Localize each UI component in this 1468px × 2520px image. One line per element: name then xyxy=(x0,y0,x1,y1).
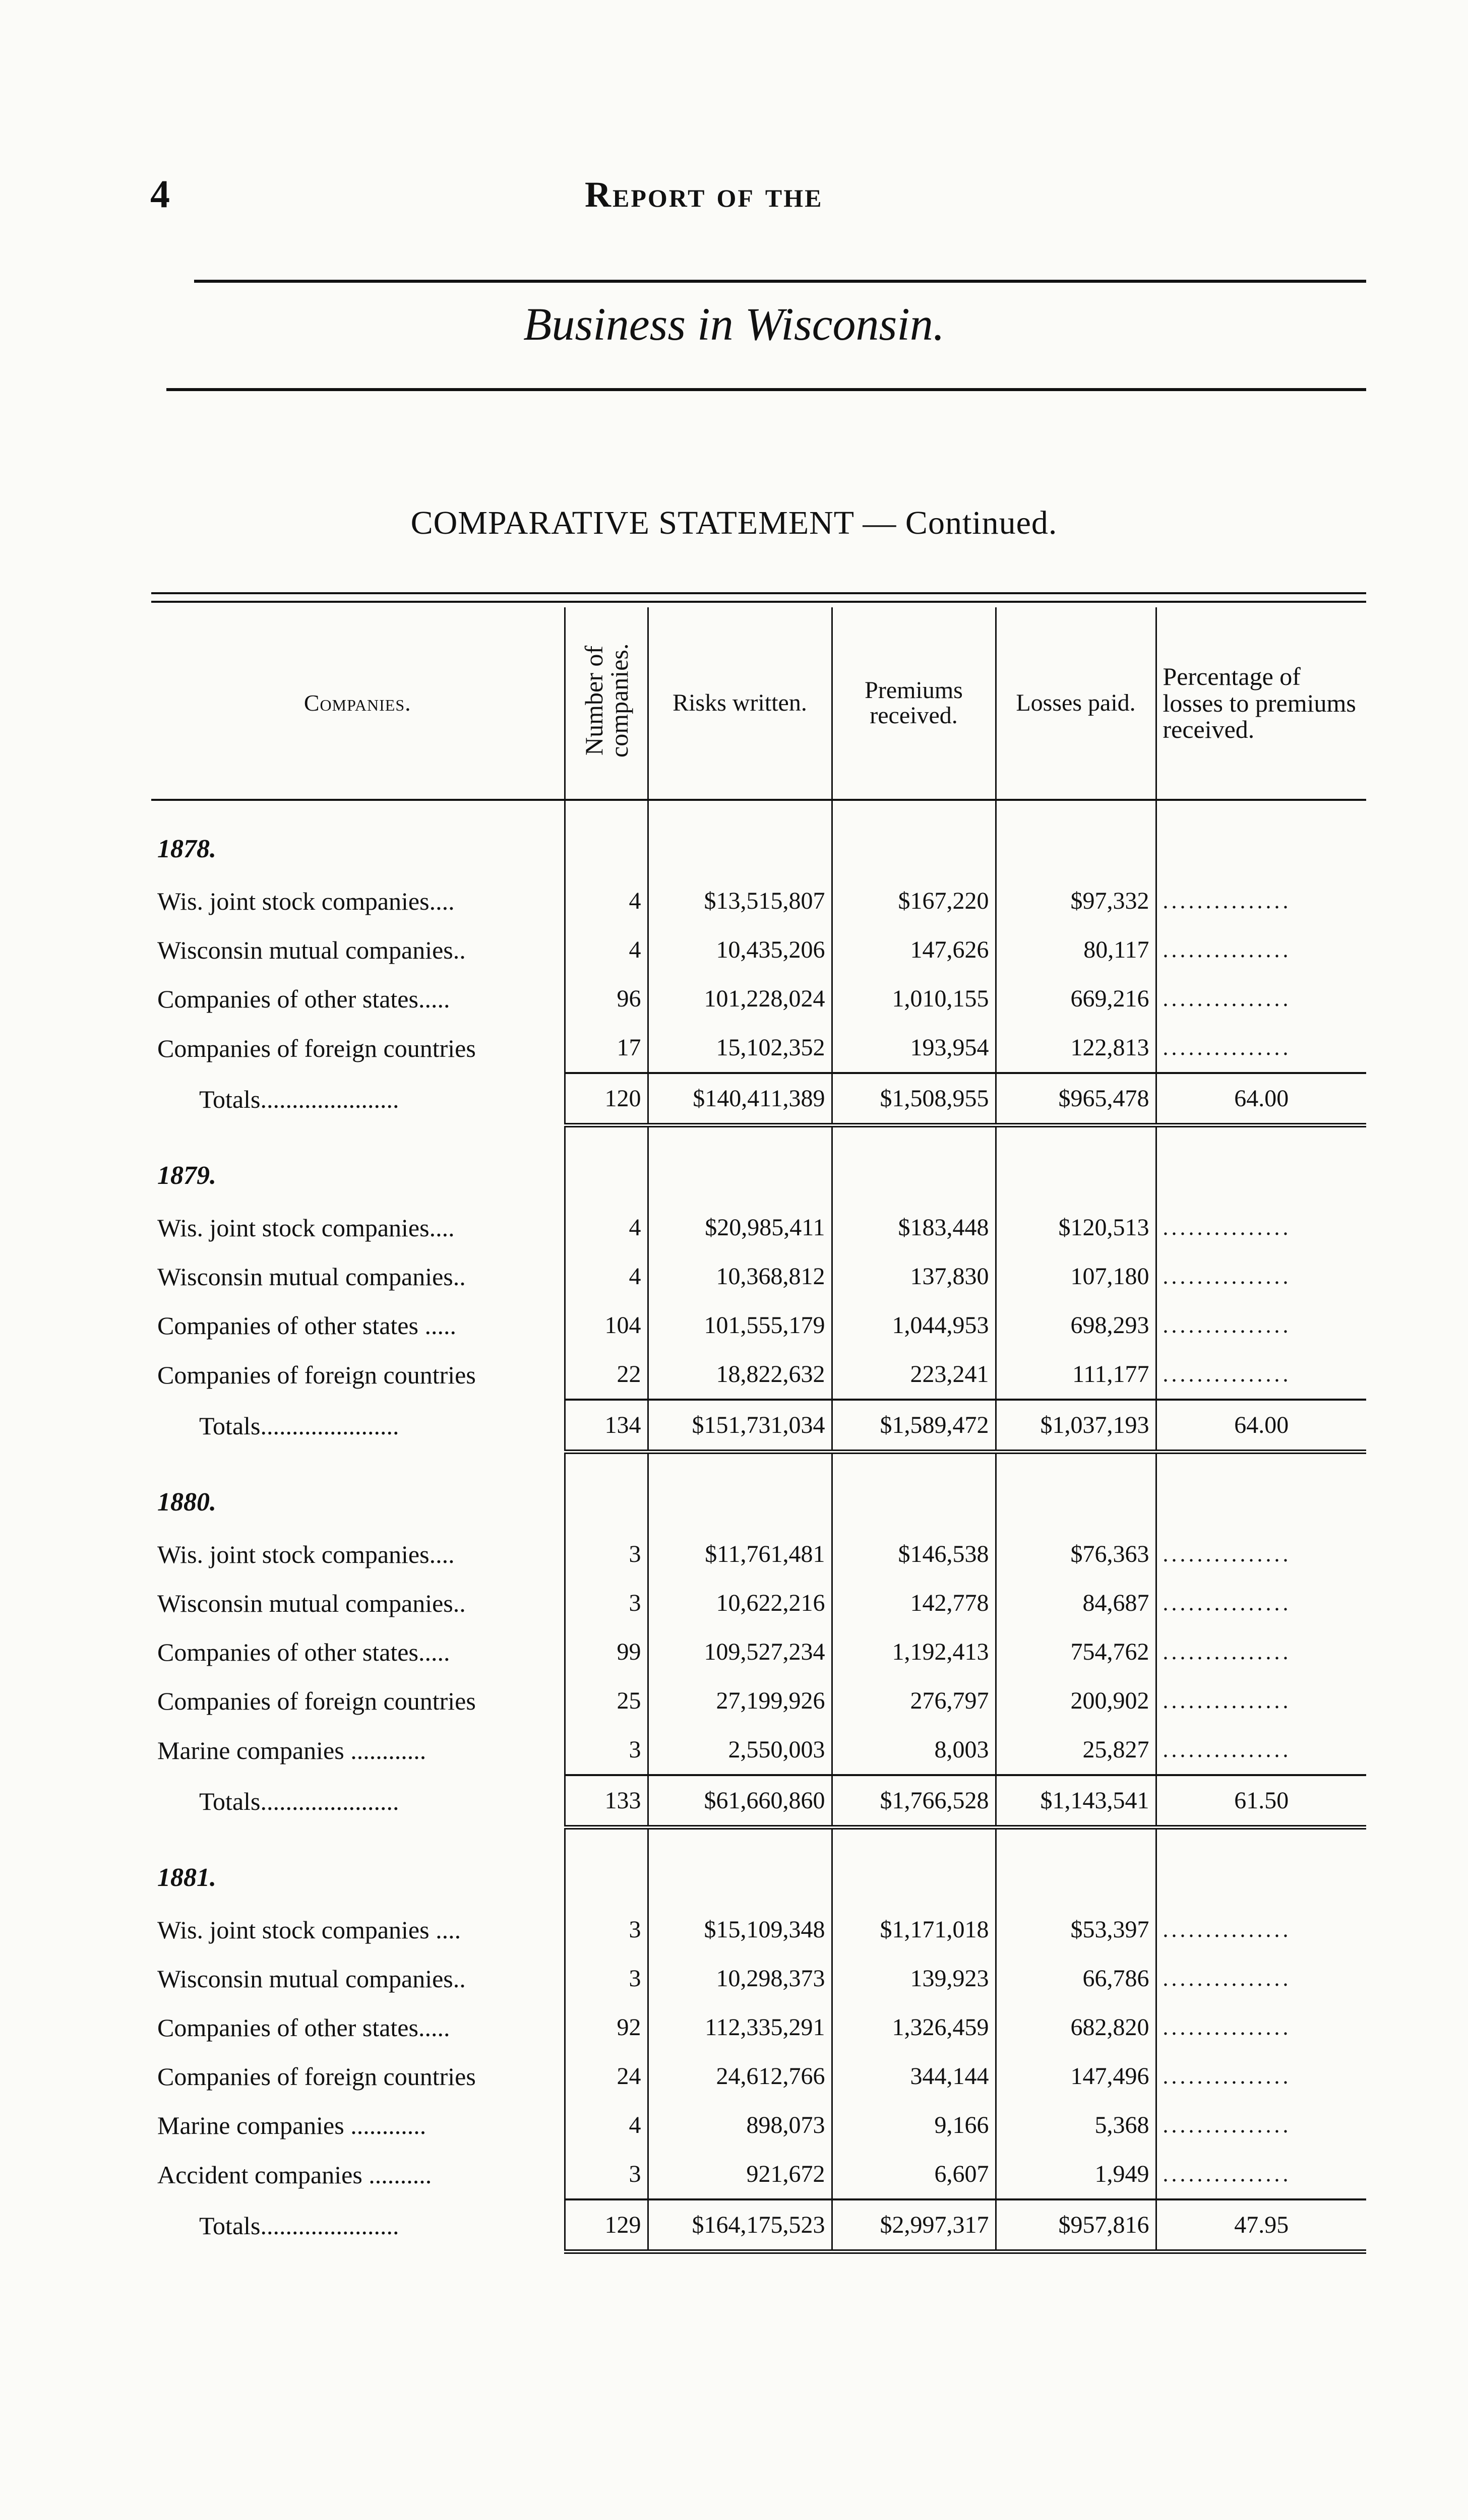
column-header-risks: Risks written. xyxy=(648,607,832,800)
percentage-leader-dots: ............... xyxy=(1156,876,1366,925)
column-header-percentage: Percentage of losses to premiums received. xyxy=(1156,607,1366,800)
table-row xyxy=(151,1725,1366,1775)
table-row xyxy=(151,1579,1366,1627)
empty-cell xyxy=(1156,821,1366,876)
percentage-leader-dots: ............... xyxy=(1156,2101,1366,2150)
empty-cell xyxy=(648,1474,832,1530)
percentage-leader-dots: ............... xyxy=(1156,2150,1366,2199)
table-body xyxy=(151,800,1366,2252)
table-row xyxy=(151,1627,1366,1676)
table-row xyxy=(151,1530,1366,1579)
number-of-companies: 4 xyxy=(565,876,648,925)
spacer-cell xyxy=(996,800,1156,821)
premiums-received: 1,192,413 xyxy=(832,1627,996,1676)
column-header-losses: Losses paid. xyxy=(996,607,1156,800)
totals-premiums: $1,766,528 xyxy=(832,1775,996,1828)
risks-written: 2,550,003 xyxy=(648,1725,832,1775)
totals-number: 120 xyxy=(565,1073,648,1125)
column-header-number: Number of companies. xyxy=(565,607,648,800)
premiums-received: $146,538 xyxy=(832,1530,996,1579)
empty-cell xyxy=(648,1148,832,1203)
company-name: Wis. joint stock companies .... xyxy=(157,1915,461,1944)
percentage-leader-dots: ............... xyxy=(1156,1905,1366,1954)
spacer-cell xyxy=(565,800,648,821)
company-name: Wisconsin mutual companies.. xyxy=(157,1262,466,1291)
risks-written: 898,073 xyxy=(648,2101,832,2150)
table-row xyxy=(151,2150,1366,2199)
company-name: Wisconsin mutual companies.. xyxy=(157,1964,466,1993)
totals-premiums: $1,589,472 xyxy=(832,1400,996,1452)
losses-paid: 111,177 xyxy=(996,1350,1156,1400)
premiums-received: $183,448 xyxy=(832,1203,996,1252)
percentage-leader-dots: ............... xyxy=(1156,1023,1366,1073)
losses-paid: $76,363 xyxy=(996,1530,1156,1579)
premiums-received: 344,144 xyxy=(832,2052,996,2101)
company-name: Wisconsin mutual companies.. xyxy=(157,935,466,964)
totals-label: Totals...................... xyxy=(199,1411,399,1440)
table-row xyxy=(151,1023,1366,1073)
totals-losses: $957,816 xyxy=(996,2199,1156,2252)
year-row xyxy=(151,821,1366,876)
number-of-companies: 3 xyxy=(565,1725,648,1775)
table-top-rule-1 xyxy=(151,592,1366,594)
risks-written: 15,102,352 xyxy=(648,1023,832,1073)
losses-paid: 147,496 xyxy=(996,2052,1156,2101)
losses-paid: 80,117 xyxy=(996,925,1156,974)
percentage-leader-dots: ............... xyxy=(1156,1530,1366,1579)
table-row xyxy=(151,2052,1366,2101)
totals-row xyxy=(151,1073,1366,1125)
totals-label: Totals...................... xyxy=(199,1085,399,1113)
number-of-companies: 92 xyxy=(565,2003,648,2052)
number-of-companies: 96 xyxy=(565,974,648,1023)
spacer-cell xyxy=(648,1452,832,1475)
risks-written: 921,672 xyxy=(648,2150,832,2199)
section-title: Business in Wisconsin. xyxy=(523,298,945,350)
totals-premiums: $1,508,955 xyxy=(832,1073,996,1125)
premiums-received: 139,923 xyxy=(832,1954,996,2003)
risks-written: 10,435,206 xyxy=(648,925,832,974)
table-row xyxy=(151,1350,1366,1400)
table-row xyxy=(151,876,1366,925)
percentage-leader-dots: ............... xyxy=(1156,1301,1366,1350)
spacer-cell xyxy=(996,1452,1156,1475)
year-label: 1878. xyxy=(157,834,216,863)
premiums-received: 142,778 xyxy=(832,1579,996,1627)
empty-cell xyxy=(832,821,996,876)
spacer-cell xyxy=(996,1125,1156,1148)
risks-written: 101,555,179 xyxy=(648,1301,832,1350)
totals-percentage: 64.00 xyxy=(1156,1073,1366,1125)
page-number: 4 xyxy=(150,172,170,216)
totals-risks: $151,731,034 xyxy=(648,1400,832,1452)
premiums-received: 6,607 xyxy=(832,2150,996,2199)
empty-cell xyxy=(648,821,832,876)
company-name: Companies of other states..... xyxy=(157,984,450,1013)
company-name: Companies of other states ..... xyxy=(157,1311,456,1340)
company-name: Marine companies ............ xyxy=(157,1736,426,1765)
risks-written: 112,335,291 xyxy=(648,2003,832,2052)
number-of-companies: 25 xyxy=(565,1676,648,1725)
company-name: Companies of foreign countries xyxy=(157,1686,476,1715)
premiums-received: 193,954 xyxy=(832,1023,996,1073)
table-row xyxy=(151,1676,1366,1725)
empty-cell xyxy=(1156,1850,1366,1905)
number-of-companies: 3 xyxy=(565,1905,648,1954)
empty-cell xyxy=(565,1474,648,1530)
losses-paid: $97,332 xyxy=(996,876,1156,925)
totals-percentage: 64.00 xyxy=(1156,1400,1366,1452)
totals-row xyxy=(151,2199,1366,2252)
empty-cell xyxy=(996,821,1156,876)
statement-title: COMPARATIVE STATEMENT — Continued. xyxy=(410,505,1058,541)
losses-paid: 669,216 xyxy=(996,974,1156,1023)
premiums-received: 8,003 xyxy=(832,1725,996,1775)
losses-paid: $120,513 xyxy=(996,1203,1156,1252)
totals-number: 129 xyxy=(565,2199,648,2252)
losses-paid: 84,687 xyxy=(996,1579,1156,1627)
column-header-premiums: Premiums received. xyxy=(832,607,996,800)
number-of-companies: 3 xyxy=(565,2150,648,2199)
losses-paid: 682,820 xyxy=(996,2003,1156,2052)
company-name: Wis. joint stock companies.... xyxy=(157,887,455,915)
percentage-leader-dots: ............... xyxy=(1156,1579,1366,1627)
risks-written: 109,527,234 xyxy=(648,1627,832,1676)
number-of-companies: 4 xyxy=(565,1203,648,1252)
spacer-cell xyxy=(832,1828,996,1850)
year-row xyxy=(151,1148,1366,1203)
empty-cell xyxy=(996,1148,1156,1203)
company-name: Companies of other states..... xyxy=(157,2013,450,2042)
number-of-companies: 99 xyxy=(565,1627,648,1676)
percentage-leader-dots: ............... xyxy=(1156,1725,1366,1775)
table-row xyxy=(151,2003,1366,2052)
company-name: Accident companies .......... xyxy=(157,2160,432,2189)
losses-paid: 1,949 xyxy=(996,2150,1156,2199)
company-name: Marine companies ............ xyxy=(157,2111,426,2139)
number-of-companies: 4 xyxy=(565,1252,648,1301)
number-of-companies: 3 xyxy=(565,1530,648,1579)
table-row xyxy=(151,1252,1366,1301)
table-row xyxy=(151,1203,1366,1252)
empty-cell xyxy=(832,1148,996,1203)
table-row xyxy=(151,2101,1366,2150)
risks-written: $20,985,411 xyxy=(648,1203,832,1252)
percentage-leader-dots: ............... xyxy=(1156,1627,1366,1676)
spacer-cell xyxy=(151,1125,565,1148)
risks-written: $11,761,481 xyxy=(648,1530,832,1579)
number-of-companies: 4 xyxy=(565,2101,648,2150)
number-of-companies: 3 xyxy=(565,1579,648,1627)
totals-row xyxy=(151,1775,1366,1828)
year-row xyxy=(151,1850,1366,1905)
company-name: Companies of foreign countries xyxy=(157,2062,476,2091)
percentage-leader-dots: ............... xyxy=(1156,1252,1366,1301)
losses-paid: 200,902 xyxy=(996,1676,1156,1725)
table-row xyxy=(151,1905,1366,1954)
percentage-leader-dots: ............... xyxy=(1156,2052,1366,2101)
section-rule xyxy=(166,388,1366,391)
spacer-cell xyxy=(1156,1452,1366,1475)
year-row xyxy=(151,1474,1366,1530)
losses-paid: 66,786 xyxy=(996,1954,1156,2003)
empty-cell xyxy=(832,1474,996,1530)
risks-written: 10,368,812 xyxy=(648,1252,832,1301)
spacer-cell xyxy=(832,1452,996,1475)
totals-losses: $1,037,193 xyxy=(996,1400,1156,1452)
spacer-row xyxy=(151,1452,1366,1475)
premiums-received: 9,166 xyxy=(832,2101,996,2150)
percentage-leader-dots: ............... xyxy=(1156,974,1366,1023)
number-of-companies: 3 xyxy=(565,1954,648,2003)
empty-cell xyxy=(996,1850,1156,1905)
table-header-row xyxy=(151,607,1366,800)
totals-risks: $61,660,860 xyxy=(648,1775,832,1828)
risks-written: 10,298,373 xyxy=(648,1954,832,2003)
totals-number: 133 xyxy=(565,1775,648,1828)
totals-risks: $140,411,389 xyxy=(648,1073,832,1125)
empty-cell xyxy=(996,1474,1156,1530)
risks-written: 27,199,926 xyxy=(648,1676,832,1725)
comparative-statement-table xyxy=(151,607,1366,2254)
spacer-cell xyxy=(151,1452,565,1475)
premiums-received: 1,326,459 xyxy=(832,2003,996,2052)
losses-paid: 698,293 xyxy=(996,1301,1156,1350)
empty-cell xyxy=(1156,1148,1366,1203)
spacer-row xyxy=(151,800,1366,821)
premiums-received: 137,830 xyxy=(832,1252,996,1301)
spacer-cell xyxy=(996,1828,1156,1850)
totals-premiums: $2,997,317 xyxy=(832,2199,996,2252)
empty-cell xyxy=(565,1850,648,1905)
spacer-cell xyxy=(1156,800,1366,821)
empty-cell xyxy=(565,821,648,876)
risks-written: $13,515,807 xyxy=(648,876,832,925)
empty-cell xyxy=(648,1850,832,1905)
totals-row xyxy=(151,1400,1366,1452)
year-label: 1880. xyxy=(157,1487,216,1517)
empty-cell xyxy=(832,1850,996,1905)
spacer-cell xyxy=(151,800,565,821)
company-name: Wis. joint stock companies.... xyxy=(157,1540,455,1568)
company-name: Companies of foreign countries xyxy=(157,1034,476,1062)
risks-written: 101,228,024 xyxy=(648,974,832,1023)
totals-risks: $164,175,523 xyxy=(648,2199,832,2252)
spacer-cell xyxy=(648,1125,832,1148)
spacer-cell xyxy=(1156,1828,1366,1850)
year-label: 1881. xyxy=(157,1863,216,1892)
spacer-cell xyxy=(565,1452,648,1475)
number-of-companies: 104 xyxy=(565,1301,648,1350)
table-row xyxy=(151,974,1366,1023)
totals-percentage: 61.50 xyxy=(1156,1775,1366,1828)
number-of-companies: 4 xyxy=(565,925,648,974)
spacer-cell xyxy=(1156,1125,1366,1148)
spacer-cell xyxy=(648,800,832,821)
spacer-cell xyxy=(832,800,996,821)
percentage-leader-dots: ............... xyxy=(1156,1676,1366,1725)
table-row xyxy=(151,925,1366,974)
premiums-received: 1,010,155 xyxy=(832,974,996,1023)
losses-paid: 754,762 xyxy=(996,1627,1156,1676)
number-of-companies: 17 xyxy=(565,1023,648,1073)
totals-losses: $965,478 xyxy=(996,1073,1156,1125)
premiums-received: 1,044,953 xyxy=(832,1301,996,1350)
totals-label: Totals...................... xyxy=(199,1787,399,1815)
percentage-leader-dots: ............... xyxy=(1156,1203,1366,1252)
losses-paid: 25,827 xyxy=(996,1725,1156,1775)
year-label: 1879. xyxy=(157,1161,216,1190)
risks-written: 24,612,766 xyxy=(648,2052,832,2101)
totals-label: Totals...................... xyxy=(199,2211,399,2240)
spacer-cell xyxy=(648,1828,832,1850)
premiums-received: $1,171,018 xyxy=(832,1905,996,1954)
premiums-received: $167,220 xyxy=(832,876,996,925)
company-name: Wisconsin mutual companies.. xyxy=(157,1589,466,1617)
premiums-received: 147,626 xyxy=(832,925,996,974)
header-rule xyxy=(194,280,1366,283)
losses-paid: 122,813 xyxy=(996,1023,1156,1073)
spacer-cell xyxy=(151,1828,565,1850)
spacer-cell xyxy=(832,1125,996,1148)
totals-losses: $1,143,541 xyxy=(996,1775,1156,1828)
empty-cell xyxy=(1156,1474,1366,1530)
spacer-cell xyxy=(565,1125,648,1148)
company-name: Companies of other states..... xyxy=(157,1637,450,1666)
percentage-leader-dots: ............... xyxy=(1156,1954,1366,2003)
totals-percentage: 47.95 xyxy=(1156,2199,1366,2252)
losses-paid: 107,180 xyxy=(996,1252,1156,1301)
running-head: Report of the xyxy=(585,174,823,215)
empty-cell xyxy=(565,1148,648,1203)
totals-number: 134 xyxy=(565,1400,648,1452)
number-of-companies: 24 xyxy=(565,2052,648,2101)
losses-paid: $53,397 xyxy=(996,1905,1156,1954)
table-row xyxy=(151,1954,1366,2003)
table-top-rule-2 xyxy=(151,601,1366,603)
spacer-row xyxy=(151,1828,1366,1850)
risks-written: $15,109,348 xyxy=(648,1905,832,1954)
number-of-companies: 22 xyxy=(565,1350,648,1400)
company-name: Wis. joint stock companies.... xyxy=(157,1213,455,1242)
table-row xyxy=(151,1301,1366,1350)
percentage-leader-dots: ............... xyxy=(1156,2003,1366,2052)
spacer-cell xyxy=(565,1828,648,1850)
risks-written: 10,622,216 xyxy=(648,1579,832,1627)
risks-written: 18,822,632 xyxy=(648,1350,832,1400)
company-name: Companies of foreign countries xyxy=(157,1360,476,1389)
losses-paid: 5,368 xyxy=(996,2101,1156,2150)
premiums-received: 223,241 xyxy=(832,1350,996,1400)
premiums-received: 276,797 xyxy=(832,1676,996,1725)
percentage-leader-dots: ............... xyxy=(1156,1350,1366,1400)
percentage-leader-dots: ............... xyxy=(1156,925,1366,974)
spacer-row xyxy=(151,1125,1366,1148)
column-header-companies: Companies. xyxy=(151,607,565,800)
